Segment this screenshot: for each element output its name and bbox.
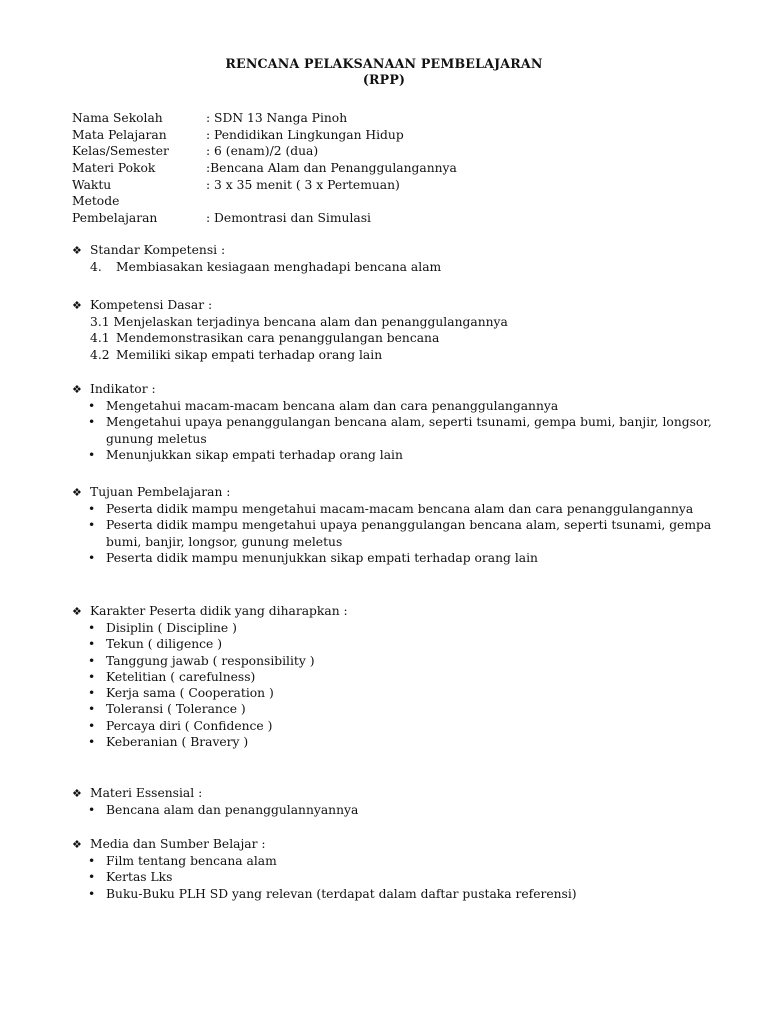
list-item	[72, 869, 712, 885]
section-heading	[72, 484, 712, 501]
bullet-icon: •	[88, 702, 96, 717]
list-item-text: Percaya diri ( Confidence )	[106, 718, 273, 733]
competency-line	[72, 330, 712, 346]
bullet-icon: •	[88, 803, 96, 817]
bullet-icon: •	[88, 886, 96, 901]
section-heading-text: Tujuan Pembelajaran :	[90, 485, 231, 499]
diamond-bullet-icon: ❖	[72, 299, 82, 312]
competency-text: Membiasakan kesiagaan menghadapi bencana alam	[116, 260, 442, 274]
section-standar-kompetensi	[72, 242, 712, 275]
info-value: : Demontrasi dan Simulasi	[206, 211, 371, 226]
info-label: Metode	[72, 194, 120, 209]
list-item-text: Keberanian ( Bravery )	[106, 735, 249, 750]
info-value: : SDN 13 Nanga Pinoh	[206, 111, 348, 125]
competency-text: 3.1 Menjelaskan terjadinya bencana alam dan penanggulangannya	[90, 315, 508, 329]
info-label: Pembelajaran	[72, 211, 158, 226]
bullet-icon: •	[88, 637, 96, 652]
competency-number: 4.1	[90, 331, 110, 346]
list-item	[72, 718, 712, 734]
list-item	[72, 517, 712, 550]
bullet-icon: •	[88, 735, 96, 750]
info-label: Waktu	[72, 177, 112, 192]
competency-number: 4.2	[90, 347, 110, 362]
section-heading-text: Kompetensi Dasar :	[90, 298, 213, 312]
competency-line	[72, 314, 712, 330]
section-heading	[72, 836, 712, 853]
section-heading-text: Karakter Peserta didik yang diharapkan :	[90, 604, 348, 618]
bullet-icon: •	[88, 447, 96, 462]
list-item	[72, 701, 712, 717]
info-value: : Pendidikan Lingkungan Hidup	[206, 127, 404, 142]
document-subtitle: (RPP)	[362, 72, 406, 87]
objective-list	[72, 501, 712, 566]
diamond-bullet-icon: ❖	[72, 244, 82, 257]
list-item	[72, 669, 712, 685]
bullet-icon: •	[88, 502, 96, 516]
section-heading	[72, 785, 712, 802]
section-heading	[72, 297, 712, 314]
competency-line	[72, 259, 712, 275]
list-item	[72, 734, 712, 750]
list-item	[72, 501, 712, 517]
list-item	[72, 636, 712, 652]
bullet-icon: •	[88, 415, 96, 430]
indicator-list	[72, 398, 712, 463]
bullet-icon: •	[88, 621, 96, 635]
section-materi-essensial	[72, 785, 712, 818]
list-item	[72, 886, 712, 902]
list-item-text: Film tentang bencana alam	[106, 854, 277, 868]
section-heading-text: Indikator :	[90, 382, 156, 396]
diamond-bullet-icon: ❖	[72, 787, 82, 800]
media-list	[72, 853, 712, 902]
list-item-text: Mengetahui upaya penanggulangan bencana alam, seperti tsunami, gempa bumi, banjir, longsor, gunung meletus	[106, 415, 712, 446]
list-item-text: Disiplin ( Discipline )	[106, 621, 237, 635]
list-item-text: Bencana alam dan penanggulannyannya	[106, 803, 359, 817]
diamond-bullet-icon: ❖	[72, 605, 82, 618]
list-item	[72, 398, 712, 414]
section-media-sumber	[72, 836, 712, 902]
list-item-text: Peserta didik mampu mengetahui macam-macam bencana alam dan cara penanggulangannya	[106, 502, 694, 516]
list-item-text: Buku-Buku PLH SD yang relevan (terdapat dalam daftar pustaka referensi)	[106, 886, 577, 901]
list-item-text: Peserta didik mampu menunjukkan sikap empati terhadap orang lain	[106, 550, 538, 565]
bullet-icon: •	[88, 518, 96, 533]
bullet-icon: •	[88, 854, 96, 868]
section-heading	[72, 381, 712, 398]
character-list	[72, 620, 712, 750]
list-item	[72, 447, 712, 463]
list-item-text: Peserta didik mampu mengetahui upaya penanggulangan bencana alam, seperti tsunami, gempa bumi, banjir, longsor, gunung meletus	[106, 518, 712, 549]
section-kompetensi-dasar	[72, 297, 712, 363]
bullet-icon: •	[88, 686, 96, 701]
list-item	[72, 802, 712, 818]
bullet-icon: •	[88, 718, 96, 733]
diamond-bullet-icon: ❖	[72, 838, 82, 851]
bullet-icon: •	[88, 399, 96, 413]
list-item-text: Kertas Lks	[106, 870, 173, 885]
competency-line	[72, 347, 712, 363]
bullet-icon: •	[88, 870, 96, 885]
competency-text: Mendemonstrasikan cara penanggulangan bencana	[116, 331, 440, 346]
list-item-text: Toleransi ( Tolerance )	[106, 702, 246, 717]
section-heading-text: Standar Kompetensi :	[90, 243, 226, 257]
bullet-icon: •	[88, 669, 96, 684]
info-value: : 6 (enam)/2 (dua)	[206, 144, 319, 159]
list-item	[72, 550, 712, 566]
list-item-text: Ketelitian ( carefulness)	[106, 669, 256, 684]
section-indikator	[72, 381, 712, 463]
list-item-text: Menunjukkan sikap empati terhadap orang lain	[106, 447, 403, 462]
section-tujuan-pembelajaran	[72, 484, 712, 566]
list-item-text: Mengetahui macam-macam bencana alam dan cara penanggulangannya	[106, 399, 559, 413]
list-item	[72, 653, 712, 669]
section-heading-text: Media dan Sumber Belajar :	[90, 837, 266, 851]
section-heading	[72, 603, 712, 620]
info-value: : 3 x 35 menit ( 3 x Pertemuan)	[206, 177, 400, 192]
info-label: Kelas/Semester	[72, 144, 169, 159]
list-item-text: Tekun ( diligence )	[106, 637, 223, 652]
info-label: Mata Pelajaran	[72, 127, 167, 142]
info-label: Nama Sekolah	[72, 111, 163, 125]
info-label: Materi Pokok	[72, 161, 156, 176]
list-item	[72, 620, 712, 636]
material-list	[72, 802, 712, 818]
list-item	[72, 685, 712, 701]
list-item	[72, 853, 712, 869]
list-item	[72, 414, 712, 447]
diamond-bullet-icon: ❖	[72, 383, 82, 396]
section-heading-text: Materi Essensial :	[90, 786, 203, 800]
section-karakter	[72, 603, 712, 750]
list-item-text: Kerja sama ( Cooperation )	[106, 686, 274, 701]
competency-number: 4.	[90, 260, 102, 274]
bullet-icon: •	[88, 653, 96, 668]
document-title: RENCANA PELAKSANAAN PEMBELAJARAN	[225, 56, 543, 71]
info-value: :Bencana Alam dan Penanggulangannya	[206, 161, 457, 176]
list-item-text: Tanggung jawab ( responsibility )	[106, 653, 315, 668]
competency-text: Memiliki sikap empati terhadap orang lain	[116, 347, 383, 362]
bullet-icon: •	[88, 550, 96, 565]
diamond-bullet-icon: ❖	[72, 486, 82, 499]
section-heading	[72, 242, 712, 259]
